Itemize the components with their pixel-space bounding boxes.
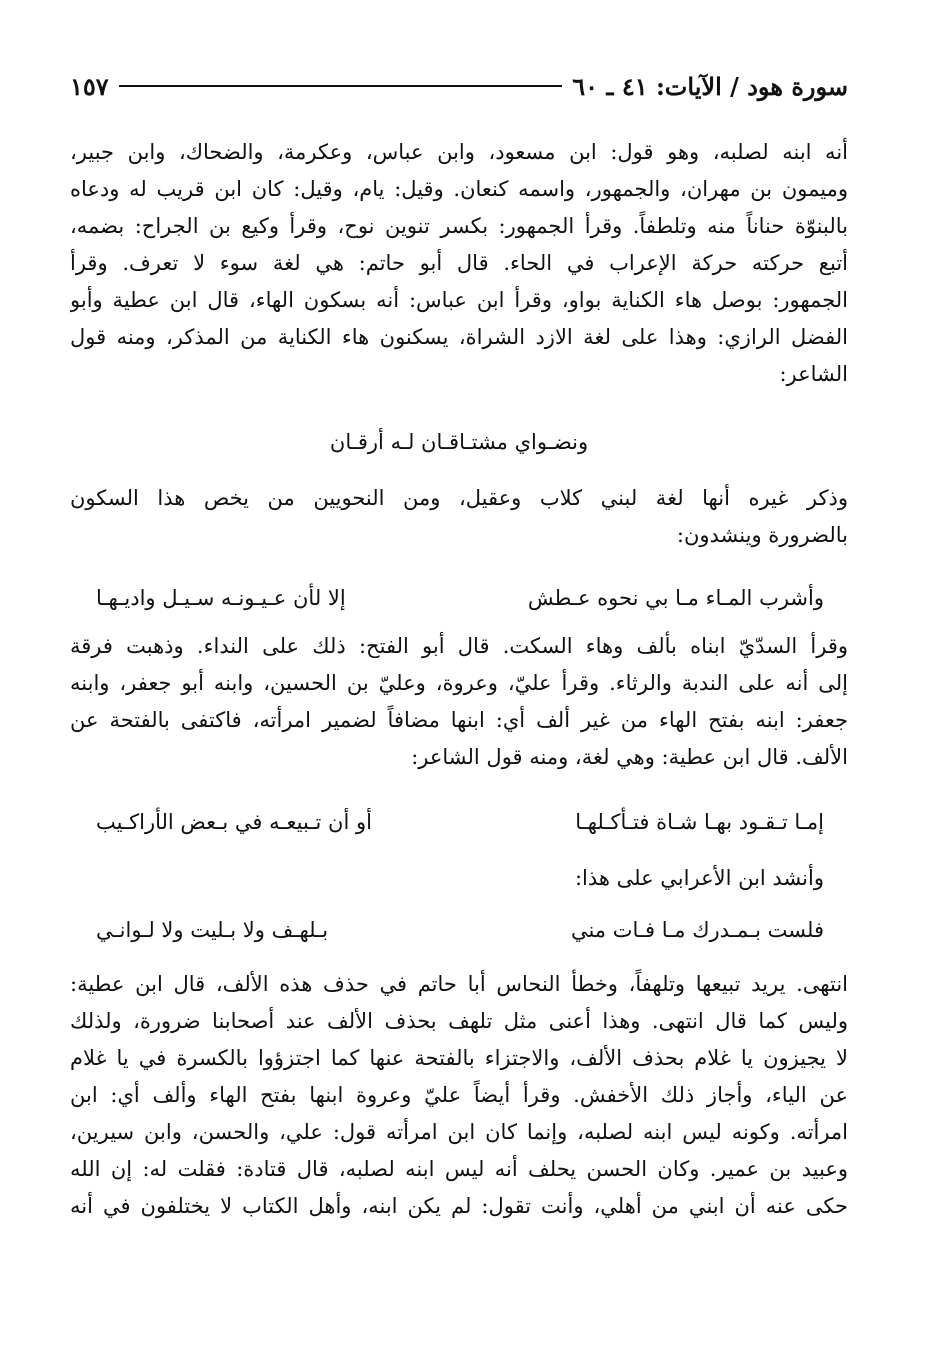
poem-verse: [96, 802, 824, 842]
paragraph-3: [70, 628, 848, 776]
verse-first-hemistich: وأشرب المـاء مـا بي نحوه عـطش: [527, 586, 824, 610]
text-line: وميمون بن مهران، والجمهور، واسمه كنعان. وقيل: يام، وقيل: كان ابن قريب له ودعاه: [70, 177, 848, 201]
verse-first-hemistich: فلست بـمـدرك مـا فـات مني: [570, 918, 824, 942]
text-line: الفضل الرازي: وهذا على لغة الازد الشراة، يسكنون هاء الكناية من المذكر، ومنه قول: [70, 325, 848, 349]
verse-first-hemistich: إمـا تـقـود بهـا شـاة فتـأكـلهـا: [575, 810, 824, 834]
text-line: وعبيد بن عمير. وكان الحسن يحلف أنه ليس ابنه لصلبه، قال قتادة: فقلت له: إن الله: [70, 1157, 848, 1181]
text-line: بالضرورة وينشدون:: [676, 523, 848, 547]
text-line: الشاعر:: [779, 362, 848, 386]
text-line: امرأته. وكونه ليس ابنه لصلبه، وإنما كان ابن امرأته قول: علي، والحسن، وابن سيرين،: [70, 1120, 848, 1144]
poem-verse: [96, 578, 824, 618]
text-line: بالبنوّة حناناً منه وتلطفاً. وقرأ الجمهور: بكسر تنوين نوح، وقرأ وكيع بن الجراح: بضمه،: [70, 214, 848, 238]
verse-second-hemistich: إلا لأن عـيـونـه سـيـل واديـهـا: [96, 586, 346, 610]
text-line: حكى عنه أن ابني من أهلي، وأنت تقول: لم يكن ابنه، وأهل الكتاب لا يختلفون في أنه: [70, 1194, 848, 1218]
text-line: الجمهور: بوصل هاء الكناية بواو، وقرأ ابن عباس: أنه بسكون الهاء، قال ابن عطية وأبو: [70, 288, 848, 312]
paragraph-1: [70, 134, 848, 393]
verse-second-hemistich: أو أن تـبيعـه في بـعض الأراكـيب: [96, 810, 372, 834]
paragraph-4: [70, 966, 848, 1225]
text-line: وذكر غيره أنها لغة لبني كلاب وعقيل، ومن النحويين من يخص هذا السكون: [70, 486, 848, 510]
verse-line: ونضـواي مشتـاقـان لـه أرقـان: [329, 430, 589, 454]
poem-introduction: وأنشد ابن الأعرابي على هذا:: [574, 866, 824, 890]
text-line: أتبع حركته حركة الإعراب في الحاء. قال أبو حاتم: هي لغة سوء لا تعرف. وقرأ: [70, 251, 848, 275]
text-line: عن الياء، وأجاز ذلك الأخفش. وقرأ أيضاً عليّ وعروة ابنها بفتح الهاء وألف أي: ابن: [70, 1083, 848, 1107]
running-title: سورة هود / الآيات: ٤١ ـ ٦٠: [572, 71, 848, 101]
text-line: انتهى. يريد تبيعها وتلهفاً، وخطأ النحاس أبا حاتم في حذف هذه الألف، قال ابن عطية:: [70, 972, 848, 996]
text-line: وليس كما قال انتهى. وهذا أعنى مثل تلهف بحذف الألف عند أصحابنا ضرورة، ولذلك: [70, 1009, 848, 1033]
text-line: جعفر: ابنه بفتح الهاء من غير ألف أي: ابنها مضافاً لضمير امرأته، فاكتفى بالفتحة عن: [70, 708, 848, 732]
text-line: لا يجيزون يا غلام بحذف الألف، والاجتزاء بالفتحة عنها كما اجتزؤوا بالكسرة في يا غلام: [70, 1046, 848, 1070]
text-line: إلى أنه على الندبة والرثاء. وقرأ عليّ، وعروة، وعليّ بن الحسين، وابنه أبو جعفر، وابنه: [70, 671, 848, 695]
verse-second-hemistich: بـلهـف ولا بـليت ولا لـوانـي: [96, 918, 329, 942]
text-line: الألف. قال ابن عطية: وهي لغة، ومنه قول الشاعر:: [411, 745, 848, 769]
header-rule: [119, 85, 563, 87]
page-number: ١٥٧: [70, 71, 109, 101]
text-line: وقرأ السدّيّ ابناه بألف وهاء السكت. قال أبو الفتح: ذلك على النداء. وذهبت فرقة: [70, 634, 848, 658]
paragraph-2: [70, 480, 848, 554]
text-line: أنه ابنه لصلبه، وهو قول: ابن مسعود، وابن عباس، وعكرمة، والضحاك، وابن جبير،: [70, 140, 848, 164]
poem-verse: [96, 910, 824, 950]
page-header: [70, 66, 848, 106]
